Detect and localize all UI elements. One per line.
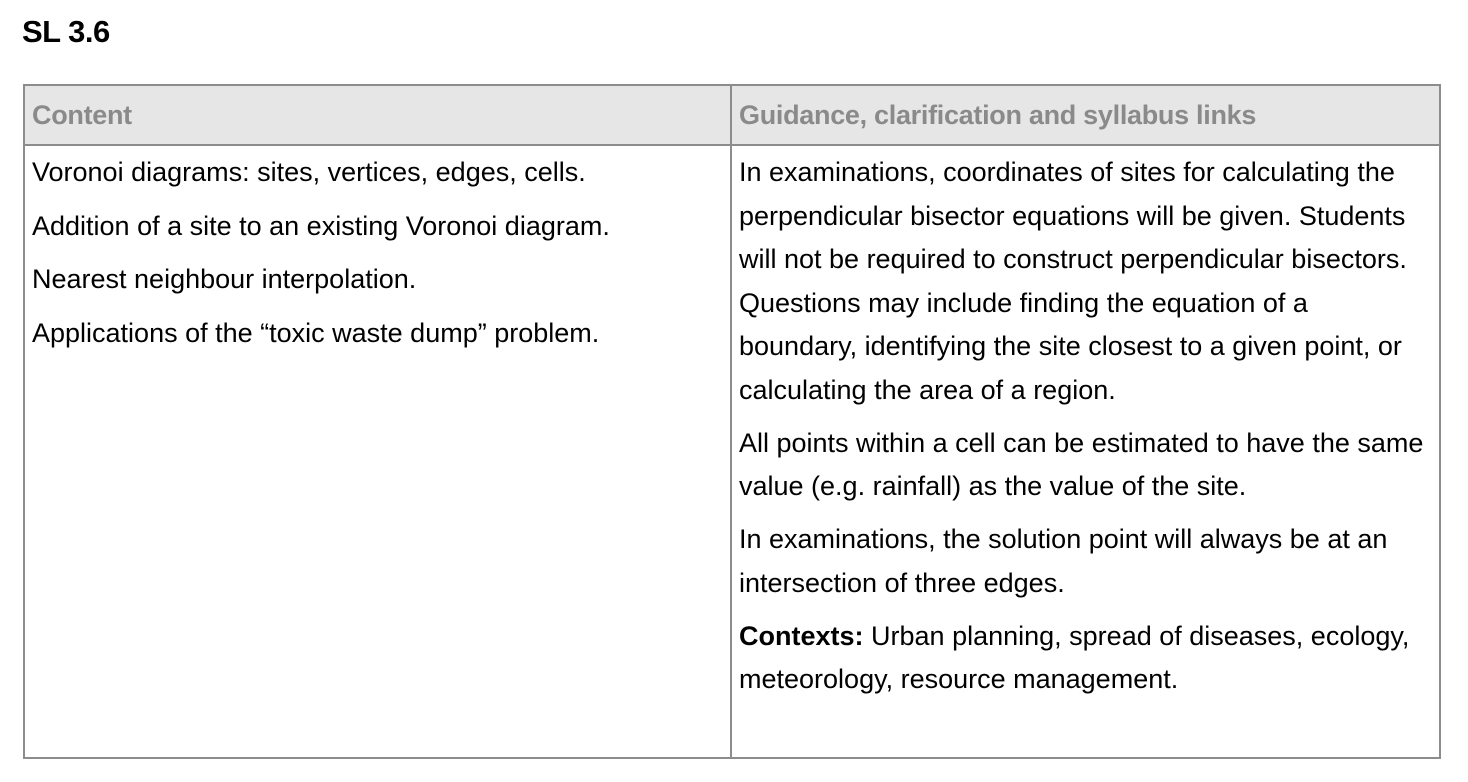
- content-item: Applications of the “toxic waste dump” problem.: [32, 317, 600, 348]
- content-cell: [24, 145, 731, 758]
- content-column-header: Content: [24, 85, 731, 145]
- contexts-text: Urban planning, spread of diseases, ecology, meteorology, resource management.: [739, 620, 1410, 694]
- guidance-paragraph: All points within a cell can be estimated to have the same value (e.g. rainfall) as the value of the site.: [739, 427, 1424, 501]
- content-item: Addition of a site to an existing Voronoi diagram.: [32, 210, 610, 241]
- guidance-paragraph: In examinations, coordinates of sites for calculating the perpendicular bisector equations will be given. Students will not be required to construct perpendicular bisectors. Questions may include finding the equation of a boundary, identifying the site closest to a given point, or calculating the area of a region.: [739, 157, 1407, 405]
- guidance-paragraph: In examinations, the solution point will always be at an intersection of three edges.: [739, 524, 1388, 598]
- content-item: Voronoi diagrams: sites, vertices, edges, cells.: [32, 157, 586, 187]
- syllabus-table: [23, 84, 1441, 759]
- table-row: [24, 145, 1440, 758]
- contexts-label: Contexts:: [739, 620, 864, 651]
- section-title: SL 3.6: [22, 14, 110, 49]
- contexts-paragraph: [739, 615, 1432, 702]
- guidance-cell: [731, 145, 1440, 758]
- content-item: Nearest neighbour interpolation.: [32, 264, 417, 294]
- guidance-column-header: Guidance, clarification and syllabus links: [731, 85, 1440, 145]
- table-header-row: [24, 85, 1440, 145]
